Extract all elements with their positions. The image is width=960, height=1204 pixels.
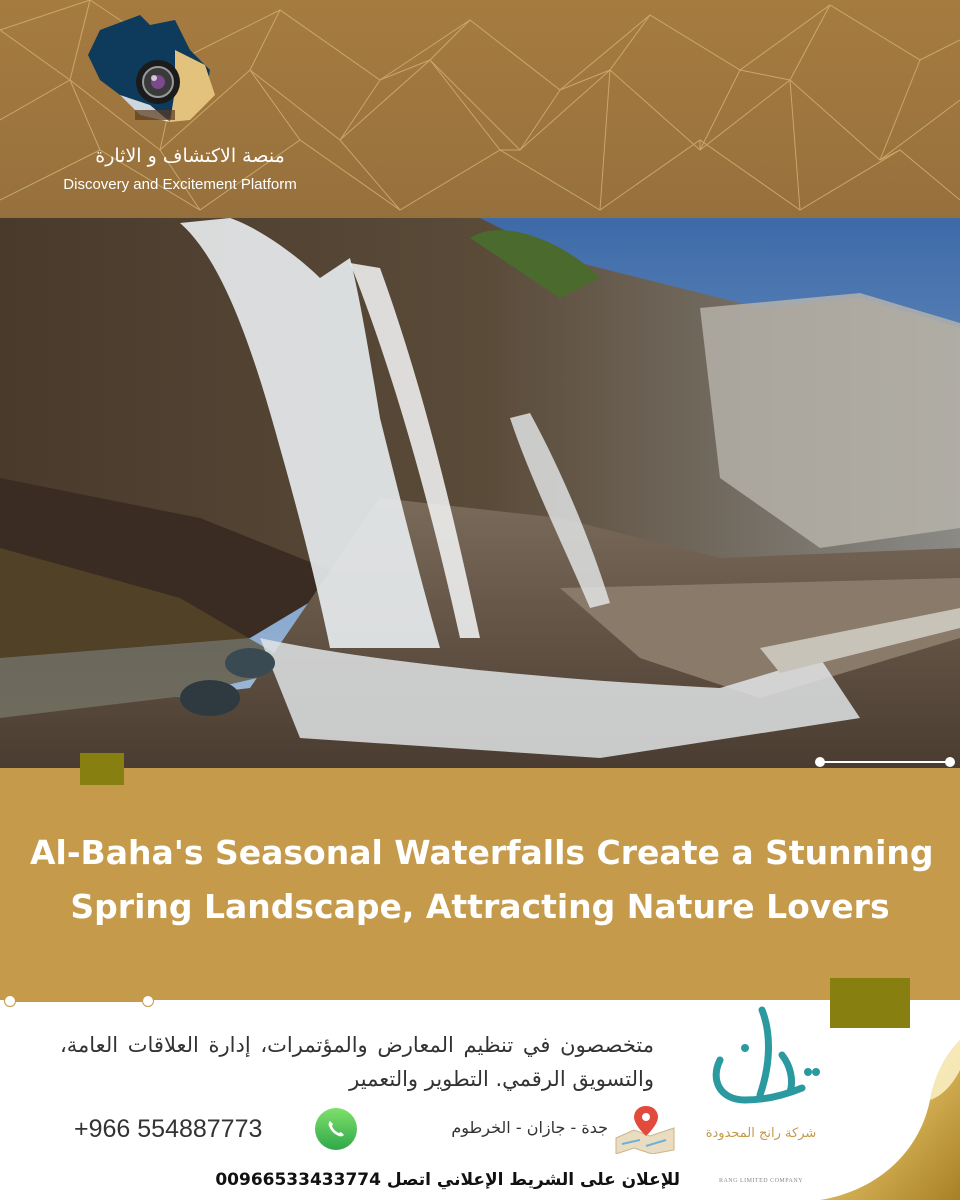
accent-square-bottom <box>830 978 910 1028</box>
decorative-dot <box>815 757 825 767</box>
header-banner <box>0 0 960 218</box>
headline <box>30 826 934 934</box>
waterfall-photo <box>0 218 960 768</box>
decorative-dot <box>945 757 955 767</box>
rang-logo-icon <box>690 1000 840 1200</box>
accent-square-top <box>80 753 124 785</box>
whatsapp-icon[interactable] <box>315 1108 357 1150</box>
camera-map-logo-icon <box>80 10 230 130</box>
decorative-line-top <box>820 761 948 763</box>
company-description: متخصصون في تنظيم المعارض والمؤتمرات، إدارة العلاقات العامة، والتسويق الرقمي. التطوير والتعمير <box>60 1033 654 1091</box>
platform-title-arabic: منصة الاكتشاف و الاثارة <box>95 145 285 167</box>
platform-title-english: Discovery and Excitement Platform <box>63 176 297 193</box>
page-curl-graphic <box>820 1040 960 1200</box>
headline-line-2: Spring Landscape, Attracting Nature Lovers <box>70 887 890 926</box>
decorative-line-bottom <box>10 1000 152 1002</box>
decorative-dot <box>4 995 16 1007</box>
phone-number[interactable]: +966 554887773 <box>74 1115 263 1143</box>
brand-name-english: RANG LIMITED COMPANY <box>718 1178 804 1184</box>
brand-name-arabic: شركة رانج المحدودة <box>705 1126 817 1141</box>
cities-label: جدة - جازان - الخرطوم <box>451 1118 608 1137</box>
headline-line-1: Al-Baha's Seasonal Waterfalls Create a Stunning <box>30 833 934 872</box>
map-pin-icon <box>612 1104 678 1154</box>
advertising-contact: للإعلان على الشريط الإعلاني اتصل 00966533433774 <box>215 1170 680 1190</box>
decorative-dot <box>142 995 154 1007</box>
